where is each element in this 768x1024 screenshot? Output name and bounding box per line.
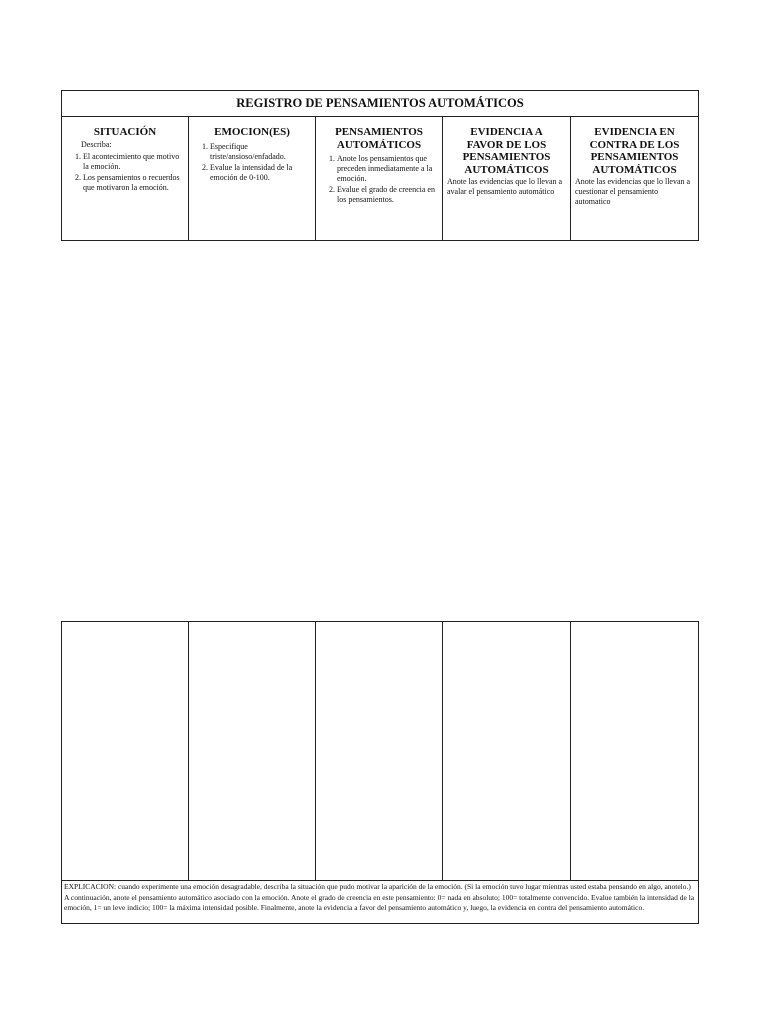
entry-cell-evidencia-contra[interactable] bbox=[571, 622, 698, 880]
col-heading: EMOCION(ES) bbox=[214, 126, 290, 138]
col-intro: Anote las evidencias que lo llevan a cuestionar el pensamiento automatico bbox=[575, 177, 691, 206]
header-col-situacion bbox=[62, 116, 189, 240]
col-heading: EVIDENCIA A FAVOR DE LOS PENSAMIENTOS AUTOMÁTICOS bbox=[462, 126, 551, 176]
header-col-pensamientos bbox=[316, 116, 443, 240]
entry-cell-situacion[interactable] bbox=[62, 622, 189, 880]
col-intro: Describa: bbox=[81, 139, 112, 149]
list-item: 1. Anote los pensamientos que preceden inmediatamente a la emoción. bbox=[337, 154, 438, 184]
list-item: 2. Los pensamientos o recuerdos que motivaron la emoción. bbox=[83, 173, 184, 193]
header-col-evidencia-contra bbox=[571, 116, 698, 240]
list-item: 1. Especifique triste/ansioso/enfadado. bbox=[210, 142, 311, 162]
col-intro: Anote las evidencias que lo llevan a avalar el pensamiento automático bbox=[447, 177, 563, 196]
col-heading: PENSAMIENTOS AUTOMÁTICOS bbox=[335, 126, 423, 151]
col-list bbox=[193, 142, 311, 183]
col-heading: EVIDENCIA EN CONTRA DE LOS PENSAMIENTOS AUTOMÁTICOS bbox=[589, 126, 680, 176]
entry-cell-pensamientos[interactable] bbox=[316, 622, 443, 880]
list-item: 2. Evalue la intensidad de la emoción de 0-100. bbox=[210, 163, 311, 183]
col-list bbox=[320, 154, 438, 205]
col-list bbox=[66, 152, 184, 193]
entry-cell-evidencia-favor[interactable] bbox=[443, 622, 571, 880]
list-item: 1. El acontecimiento que motivo la emoción. bbox=[83, 152, 184, 172]
header-col-emociones bbox=[189, 116, 316, 240]
page-title: REGISTRO DE PENSAMIENTOS AUTOMÁTICOS bbox=[61, 90, 699, 117]
entry-cell-emociones[interactable] bbox=[189, 622, 316, 880]
explanation-text: EXPLICACION: cuando experimente una emoción desagradable, describa la situación que pudo motivar la aparición de la emoción. (Si la emoción tuvo lugar mientras usted estaba pensando en algo, anotelo.) A continuación, anote el pensamiento automático asociado con la emoción. Anote el grado de creencia en este pensamiento: 0= nada en absoluto; 100= totalmente convencido. Evalue también la intensidad de la emoción, 1= un leve indicio; 100= la máxima intensidad posible. Finalmente, anote la evidencia a favor del pensamiento automático y, luego, la evidencia en contra del pensamiento automático. bbox=[61, 880, 699, 924]
list-item: 2. Evalue el grado de creencia en los pensamientos. bbox=[337, 185, 438, 205]
header-col-evidencia-favor bbox=[443, 116, 571, 240]
col-heading: SITUACIÓN bbox=[93, 126, 157, 138]
